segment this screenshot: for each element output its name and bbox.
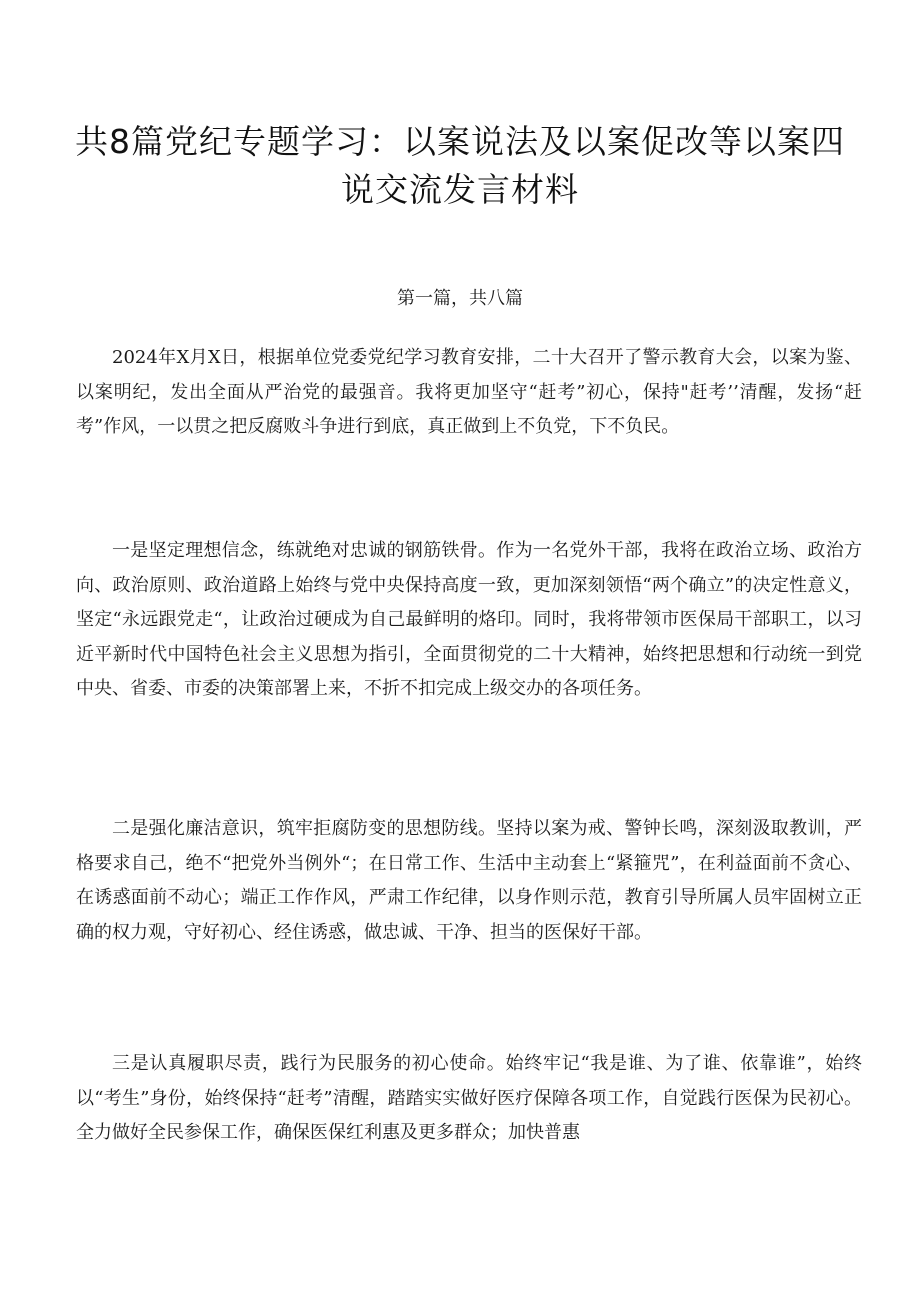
paragraph-intro: 2024年X月X日，根据单位党委党纪学习教育安排，二十大召开了警示教育大会，以案为鉴、以案明纪，发出全面从严治党的最强音。我将更加坚守“赶考”初心，保持"赶考’’清醒，发扬“赶考”作风，一以贯之把反腐败斗争进行到底，真正做到上不负党，下不负民。 <box>76 347 862 437</box>
paragraph-point-one: 一是坚定理想信念，练就绝对忠诚的钢筋铁骨。作为一名党外干部，我将在政治立场、政治方向、政治原则、政治道路上始终与党中央保持高度一致，更加深刻领悟“两个确立”的决定性意义，坚定“永远跟党走“，让政治过硬成为自己最鲜明的烙印。同时，我将带领市医保局干部职工，以习近平新时代中国特色社会主义思想为指引，全面贯彻党的二十大精神，始终把思想和行动统一到党中央、省委、市委的决策部署上来，不折不扣完成上级交办的各项任务。 <box>76 540 862 699</box>
document-title: 共8篇党纪专题学习：以案说法及以案促改等以案四说交流发言材料 <box>75 122 845 209</box>
paragraph-point-three: 三是认真履职尽责，践行为民服务的初心使命。始终牢记“我是谁、为了谁、依靠谁”，始终以“考生”身份，始终保持“赶考”清醒，踏踏实实做好医疗保障各项工作，自觉践行医保为民初心。全力做好全民参保工作，确保医保红利惠及更多群众；加快普惠 <box>76 1053 862 1143</box>
section-heading: 第一篇，共八篇 <box>397 288 523 309</box>
paragraph-point-two: 二是强化廉洁意识，筑牢拒腐防变的思想防线。坚持以案为戒、警钟长鸣，深刻汲取教训，严格要求自己，绝不“把党外当例外“；在日常工作、生活中主动套上“紧箍咒”，在利益面前不贪心、在诱惑面前不动心；端正工作作风，严肃工作纪律，以身作则示范，教育引导所属人员牢固树立正确的权力观，守好初心、经住诱惑，做忠诚、干净、担当的医保好干部。 <box>76 818 862 943</box>
